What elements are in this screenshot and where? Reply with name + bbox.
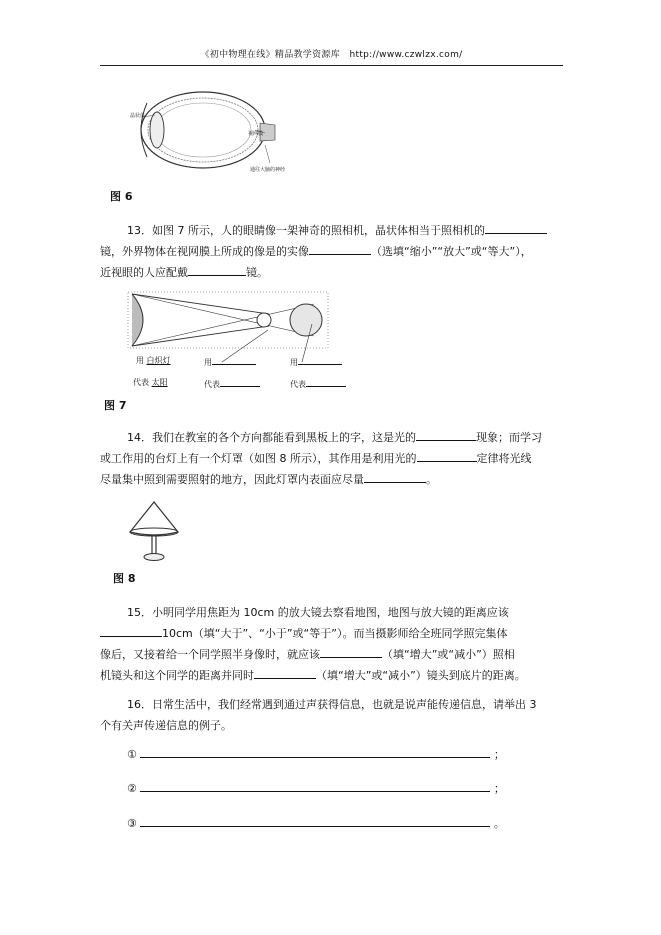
q15-line1: 15．小明同学用焦距为 10cm 的放大镜去察看地图，地图与放大镜的距离应该 xyxy=(127,606,509,619)
q14-blank-2[interactable] xyxy=(417,449,477,462)
fig7-rep-3-blank[interactable] xyxy=(306,377,346,387)
fig7-use-3: 用 xyxy=(290,355,342,368)
fig7-rep-3: 代表 xyxy=(290,377,346,390)
q15-line2: 10cm（填“大于”、“小于”或“等于”）。而当摄影师给全班同学照完集体 xyxy=(100,623,507,644)
q15-blank-3[interactable] xyxy=(254,666,316,679)
page-header xyxy=(100,47,563,65)
fig7-use-2-blank[interactable] xyxy=(212,355,256,365)
q15-line4: 机镜头和这个同学的距离并同时 （填“增大”或“减小”）镜头到底片的距离。 xyxy=(100,665,526,686)
q16-answer-row: ② ； xyxy=(127,779,507,796)
q16-answer-row: ③ 。 xyxy=(127,814,507,831)
fig7-rep-1-answer: 太阳 xyxy=(151,378,168,387)
fig7-rep-1: 代表 太阳 xyxy=(133,378,168,387)
fig7-rep-2-blank[interactable] xyxy=(220,377,260,387)
header-rule xyxy=(100,65,563,66)
q16-answer-line[interactable] xyxy=(140,814,490,827)
header-title: 《初中物理在线》精品教学资源库 xyxy=(200,50,341,60)
q16-line2: 个有关声传递信息的例子。 xyxy=(100,719,232,732)
fig6-label-nerve: 通往大脑的神经 xyxy=(250,167,286,173)
q13-blank-3[interactable] xyxy=(188,263,246,276)
q13-blank-2[interactable] xyxy=(309,242,371,255)
q16-answer-line[interactable] xyxy=(140,745,490,758)
fig6-label-retina: 视网膜 xyxy=(248,131,264,137)
q13-blank-1[interactable] xyxy=(485,221,547,234)
q16-answer-line[interactable] xyxy=(140,779,490,792)
q14-line2: 或工作用的台灯上有一个灯罩（如图 8 所示），其作用是利用光的 定律将光线 xyxy=(100,448,532,469)
fig7-rep-2: 代表 xyxy=(204,377,260,390)
fig7-use-1-answer: 白炽灯 xyxy=(146,356,171,365)
q16-line1: 16．日常生活中，我们经常遇到通过声获得信息，也就是说声能传递信息，请举出 3 xyxy=(127,698,537,711)
q13-line3: 近视眼的人应配戴 镜。 xyxy=(100,262,268,283)
fig8-caption: 图 8 xyxy=(113,572,136,585)
q13-line1: 13．如图 7 所示，人的眼睛像一架神奇的照相机，晶状体相当于照相机的 xyxy=(127,220,547,241)
q16-answer-row: ① ； xyxy=(127,745,507,762)
q16-item-marker: ③ xyxy=(127,817,137,830)
q15-blank-1[interactable] xyxy=(100,624,162,637)
fig6-label-lens: 晶状体 xyxy=(130,113,146,119)
q14-blank-3[interactable] xyxy=(364,470,426,483)
fig7-use-1: 用 白炽灯 xyxy=(136,356,171,365)
fig7-use-2: 用 xyxy=(204,355,256,368)
q16-item-marker: ② xyxy=(127,782,137,795)
fig7-caption: 图 7 xyxy=(104,399,127,412)
fig7-use-3-blank[interactable] xyxy=(298,355,342,365)
q14-blank-1[interactable] xyxy=(416,428,476,441)
desk-lamp-diagram xyxy=(124,500,184,565)
header-url[interactable]: http://www.czwlzx.com/ xyxy=(349,50,463,60)
q15-line3: 像后，又接着给一个同学照半身像时，就应该 （填“增大”或“减小”）照相 xyxy=(100,644,515,665)
q13-line2: 镜，外界物体在视网膜上所成的像是的实像 （选填“缩小”“放大”或“等大”）， xyxy=(100,241,532,262)
fig6-caption: 图 6 xyxy=(110,190,133,203)
q16-item-marker: ① xyxy=(127,748,137,761)
q15-blank-2[interactable] xyxy=(320,645,382,658)
q14-line1: 14．我们在教室的各个方向都能看到黑板上的字，这是光的 现象；而学习 xyxy=(127,427,542,448)
q14-line3: 尽量集中照到需要照射的地方，因此灯罩内表面应尽量 。 xyxy=(100,469,437,490)
